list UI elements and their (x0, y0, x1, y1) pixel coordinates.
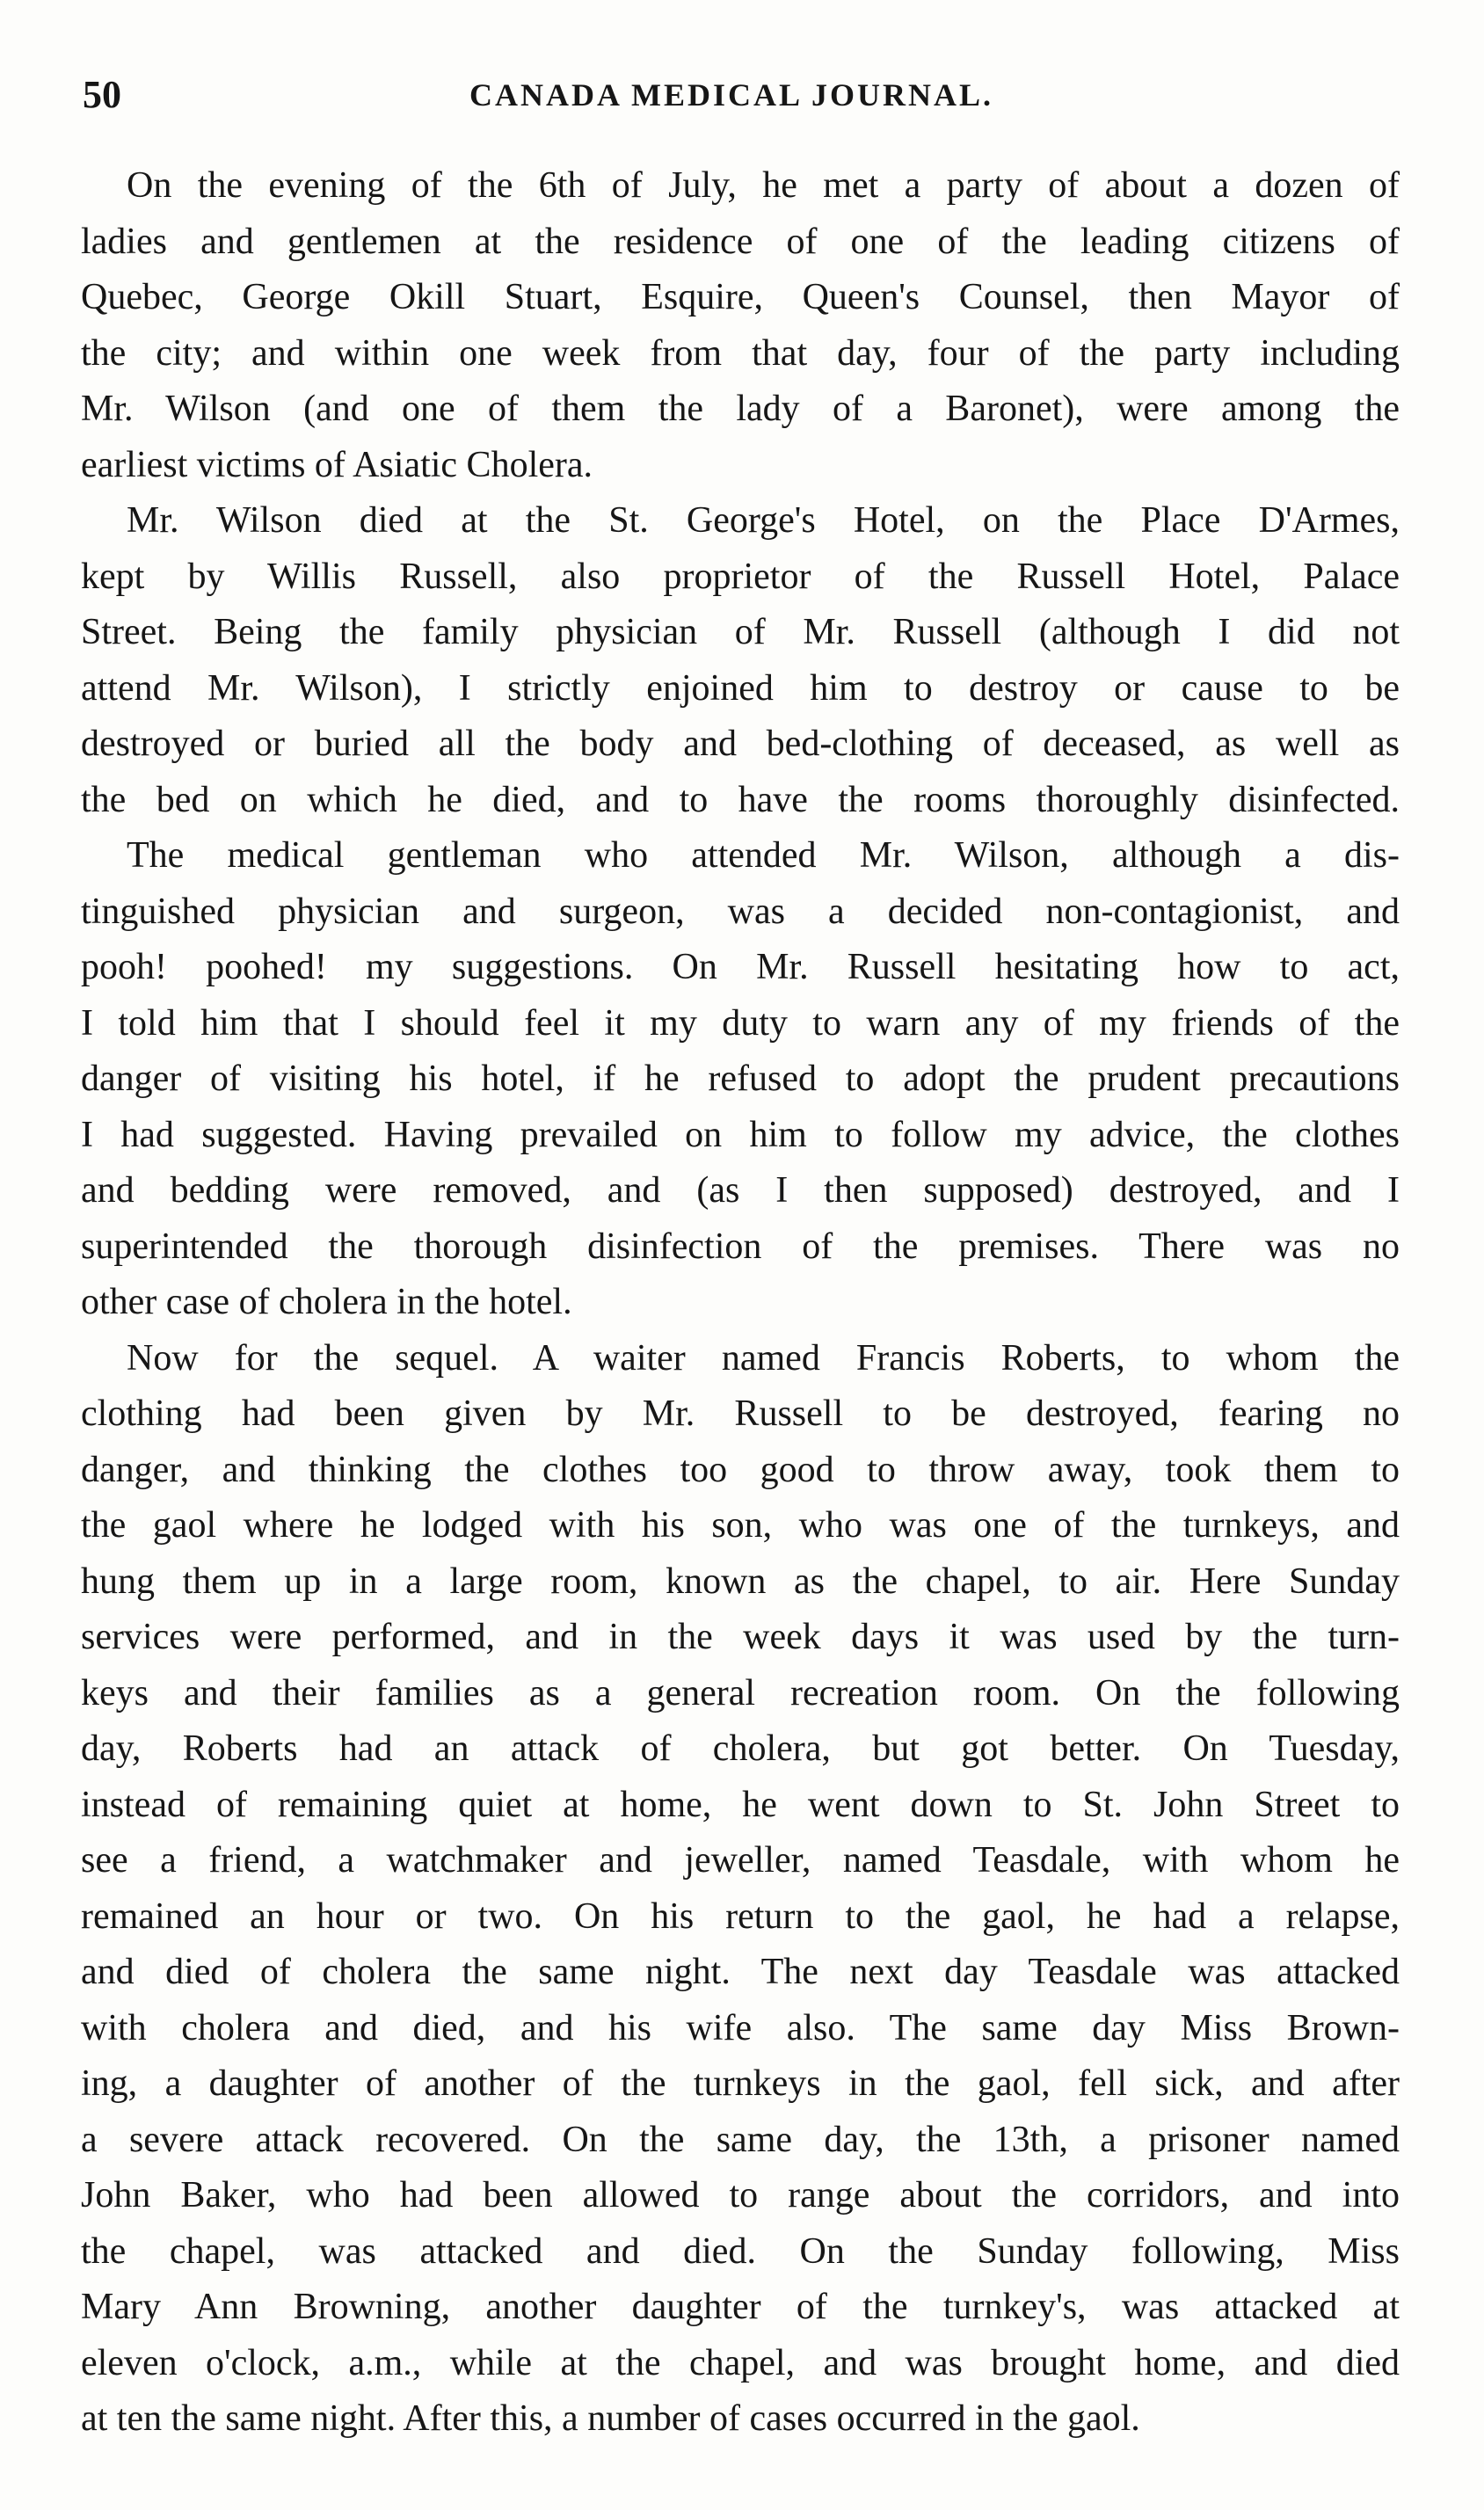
text-line: the chapel, was attacked and died. On the Sunday following, Miss (81, 2230, 1400, 2272)
text-line: attend Mr. Wilson), I strictly enjoined him to destroy or cause to be (81, 667, 1400, 709)
text-line: hung them up in a large room, known as the chapel, to air. Here Sunday (81, 1561, 1400, 1602)
text-line: other case of cholera in the hotel. (81, 1282, 572, 1322)
text-line: eleven o'clock, a.m., while at the chapel, and was brought home, and died (81, 2342, 1400, 2383)
text-line: Quebec, George Okill Stuart, Esquire, Queen's Counsel, then Mayor of (81, 277, 1400, 317)
text-line: superintended the thorough disinfection of the premises. There was no (81, 1226, 1400, 1267)
text-line: keys and their families as a general recreation room. On the following (81, 1672, 1400, 1713)
text-line: see a friend, a watchmaker and jeweller, named Teasdale, with whom he (81, 1840, 1400, 1881)
text-line: danger, and thinking the clothes too good to throw away, took them to (81, 1449, 1400, 1490)
text-line: pooh! poohed! my suggestions. On Mr. Russell hesitating how to act, (81, 947, 1400, 987)
text-line: the bed on which he died, and to have the rooms thoroughly disinfected. (81, 779, 1400, 820)
text-line: and bedding were removed, and (as I then supposed) destroyed, and I (81, 1170, 1400, 1211)
text-line: Street. Being the family physician of Mr. Russell (although I did not (81, 612, 1400, 652)
text-line: clothing had been given by Mr. Russell to be destroyed, fearing no (81, 1393, 1400, 1434)
text-line: a severe attack recovered. On the same day, the 13th, a prisoner named (81, 2119, 1400, 2160)
text-line: services were performed, and in the week days it was used by the turn- (81, 1617, 1400, 1657)
text-line: John Baker, who had been allowed to range about the corridors, and into (81, 2175, 1400, 2215)
journal-title: CANADA MEDICAL JOURNAL. (469, 77, 994, 113)
text-line: The medical gentleman who attended Mr. Wilson, although a dis- (127, 835, 1400, 876)
text-line: earliest victims of Asiatic Cholera. (81, 444, 593, 485)
text-line: tinguished physician and surgeon, was a decided non-contagionist, and (81, 891, 1400, 932)
text-line: danger of visiting his hotel, if he refused to adopt the prudent precautions (81, 1059, 1400, 1099)
text-line: destroyed or buried all the body and bed-clothing of deceased, as well as (81, 724, 1400, 764)
text-line: remained an hour or two. On his return to the gaol, he had a relapse, (81, 1895, 1400, 1937)
text-line: instead of remaining quiet at home, he went down to St. John Street to (81, 1784, 1400, 1825)
page-number: 50 (83, 73, 121, 116)
text-line: I told him that I should feel it my duty to warn any of my friends of the (81, 1002, 1400, 1044)
text-line: kept by Willis Russell, also proprietor of the Russell Hotel, Palace (81, 556, 1400, 597)
text-line: the city; and within one week from that day, four of the party including (81, 332, 1400, 374)
text-line: I had suggested. Having prevailed on him to follow my advice, the clothes (81, 1114, 1400, 1155)
text-line: and died of cholera the same night. The next day Teasdale was attacked (81, 1952, 1400, 1992)
text-line: Now for the sequel. A waiter named Francis Roberts, to whom the (127, 1337, 1400, 1379)
text-line: day, Roberts had an attack of cholera, but got better. On Tuesday, (81, 1728, 1400, 1769)
text-line: Mr. Wilson (and one of them the lady of a Baronet), were among the (81, 389, 1400, 429)
text-line: with cholera and died, and his wife also. The same day Miss Brown- (81, 2007, 1400, 2048)
article-body (81, 158, 1400, 2448)
running-head (83, 69, 1401, 121)
text-line: Mary Ann Browning, another daughter of the turnkey's, was attacked at (81, 2287, 1400, 2327)
text-line: ladies and gentlemen at the residence of one of the leading citizens of (81, 221, 1400, 262)
text-line: the gaol where he lodged with his son, who was one of the turnkeys, and (81, 1505, 1400, 1546)
text-line: at ten the same night. After this, a number of cases occurred in the gaol. (81, 2398, 1140, 2439)
text-line: On the evening of the 6th of July, he met a party of about a dozen of (127, 165, 1400, 206)
text-line: Mr. Wilson died at the St. George's Hotel, on the Place D'Armes, (127, 500, 1400, 541)
text-line: ing, a daughter of another of the turnkeys in the gaol, fell sick, and after (81, 2063, 1400, 2104)
